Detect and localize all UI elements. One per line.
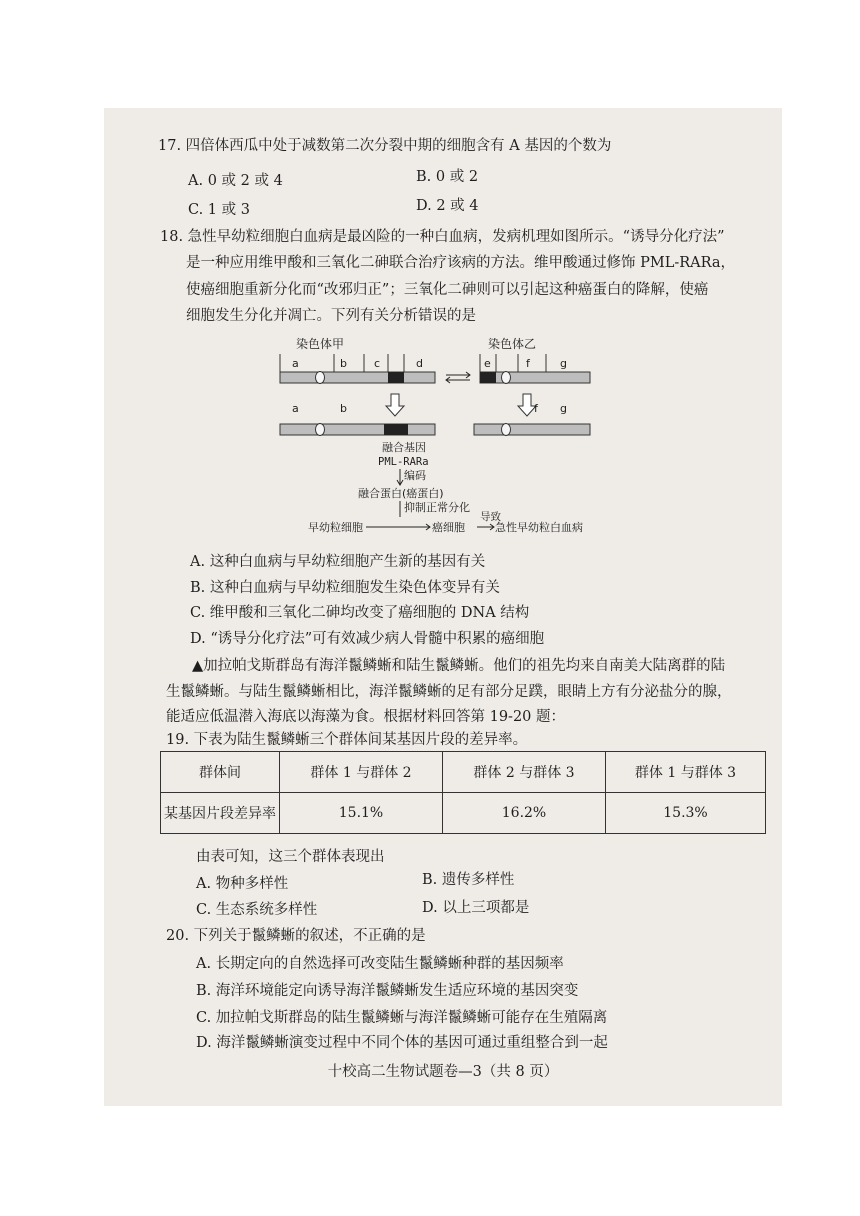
chromosome-b-label: 染色体乙 <box>488 337 537 351</box>
chromosome-a <box>280 354 435 384</box>
q19-option-a: A. 物种多样性 <box>196 876 289 892</box>
q18-option-b: B. 这种白血病与早幼粒细胞发生染色体变异有关 <box>190 580 500 596</box>
chromosome-a-label: 染色体甲 <box>296 337 345 351</box>
q18-line-1: 18. 急性早幼粒细胞白血病是最凶险的一种白血病，发病机理如图所示。“诱导分化疗法” <box>160 229 725 245</box>
encode-label: 编码 <box>404 469 426 482</box>
gene-label: a <box>292 402 299 415</box>
gene-label: a <box>292 357 299 370</box>
gene-label: g <box>560 402 567 415</box>
table-row <box>161 793 766 834</box>
q17-option-d: D. 2 或 4 <box>416 198 479 214</box>
q19-stem: 19. 下表为陆生鬣鳞蜥三个群体间某基因片段的差异率。 <box>166 732 528 748</box>
exchange-arrows <box>446 372 470 383</box>
q20-option-c: C. 加拉帕戈斯群岛的陆生鬣鳞蜥与海洋鬣鳞蜥可能存在生殖隔离 <box>196 1010 608 1026</box>
q18-line-4: 细胞发生分化并凋亡。下列有关分析错误的是 <box>186 308 476 324</box>
q18-option-d: D. “诱导分化疗法”可有效减少病人骨髓中积累的癌细胞 <box>190 631 545 647</box>
gene-label: b <box>340 357 347 370</box>
q18-option-c: C. 维甲酸和三氧化二砷均改变了癌细胞的 DNA 结构 <box>190 605 530 621</box>
gene-label: d <box>416 357 423 370</box>
gene-label: b <box>340 402 347 415</box>
cell-start-label: 早幼粒细胞 <box>308 521 363 534</box>
q17-option-b: B. 0 或 2 <box>416 169 479 185</box>
fusion-gene-name: PML-RARa <box>378 456 429 468</box>
table-cell: 15.1% <box>280 793 443 834</box>
gene-label: f <box>534 402 538 415</box>
table-cell: 16.2% <box>443 793 606 834</box>
cause-label: 导致 <box>480 511 501 523</box>
table-header: 群体 1 与群体 3 <box>606 752 766 793</box>
q19-option-b: B. 遗传多样性 <box>422 872 515 888</box>
fusion-protein-label: 融合蛋白(癌蛋白) <box>358 487 444 500</box>
fusion-gene-label: 融合基因 <box>382 441 426 454</box>
q20-option-a: A. 长期定向的自然选择可改变陆生鬣鳞蜥种群的基因频率 <box>196 956 564 972</box>
gene-label: f <box>526 357 530 370</box>
q17-stem: 17. 四倍体西瓜中处于减数第二次分裂中期的细胞含有 A 基因的个数为 <box>158 138 612 154</box>
mechanism-diagram <box>274 336 644 536</box>
table-header: 群体间 <box>161 752 280 793</box>
q18-line-2: 是一种应用维甲酸和三氧化二砷联合治疗该病的方法。维甲酸通过修饰 PML-RARa， <box>186 255 736 271</box>
q17-option-c: C. 1 或 3 <box>188 202 250 218</box>
gene-label: g <box>560 357 567 370</box>
cancer-cell-label: 癌细胞 <box>432 521 465 534</box>
material-line-1: ▲加拉帕戈斯群岛有海洋鬣鳞蜥和陆生鬣鳞蜥。他们的祖先均来自南美大陆离群的陆 <box>192 658 726 674</box>
disease-label: 急性早幼粒白血病 <box>495 521 583 534</box>
gene-label: c <box>374 357 381 370</box>
fusion-chromosome <box>280 402 435 436</box>
down-arrow-icon <box>386 394 404 416</box>
q19-option-c: C. 生态系统多样性 <box>196 902 318 918</box>
table-header-row <box>161 752 766 793</box>
chromosome-b <box>480 354 590 384</box>
table-cell: 15.3% <box>606 793 766 834</box>
material-line-2: 生鬣鳞蜥。与陆生鬣鳞蜥相比，海洋鬣鳞蜥的足有部分足蹼，眼睛上方有分泌盐分的腺， <box>166 684 732 700</box>
gene-label: e <box>484 357 491 370</box>
material-line-3: 能适应低温潜入海底以海藻为食。根据材料回答第 19-20 题： <box>166 709 566 725</box>
table-header: 群体 1 与群体 2 <box>280 752 443 793</box>
difference-table <box>160 751 766 834</box>
q19-follow: 由表可知，这三个群体表现出 <box>196 849 385 865</box>
page-footer: 十校高二生物试题卷—3（共 8 页） <box>327 1064 559 1080</box>
table-cell: 某基因片段差异率 <box>161 793 280 834</box>
exam-page <box>104 108 782 1106</box>
q19-option-d: D. 以上三项都是 <box>422 900 530 916</box>
q18-line-3: 使癌细胞重新分化而“改邪归正”；三氧化二砷则可以引起这种癌蛋白的降解，使癌 <box>186 282 709 298</box>
q18-option-a: A. 这种白血病与早幼粒细胞产生新的基因有关 <box>190 554 486 570</box>
inhibit-label: 抑制正常分化 <box>404 501 470 514</box>
table-header: 群体 2 与群体 3 <box>443 752 606 793</box>
q20-stem: 20. 下列关于鬣鳞蜥的叙述，不正确的是 <box>166 928 426 944</box>
q20-option-d: D. 海洋鬣鳞蜥演变过程中不同个体的基因可通过重组整合到一起 <box>196 1035 608 1051</box>
q20-option-b: B. 海洋环境能定向诱导海洋鬣鳞蜥发生适应环境的基因突变 <box>196 983 579 999</box>
q17-option-a: A. 0 或 2 或 4 <box>188 173 283 189</box>
